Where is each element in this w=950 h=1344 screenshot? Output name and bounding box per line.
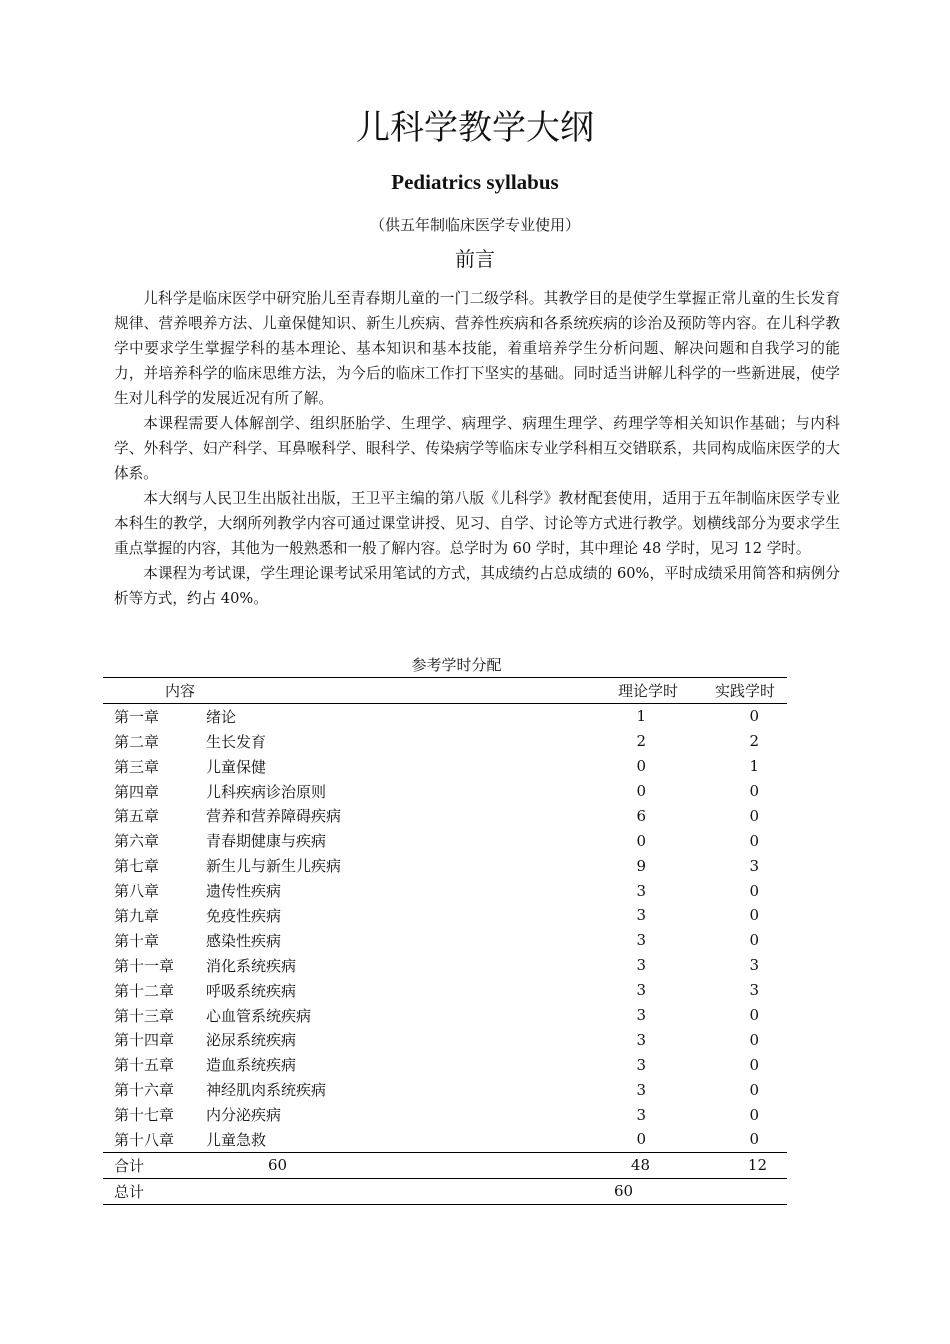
title-cell: 神经肌肉系统疾病 [206, 1081, 327, 1100]
grand-total-row [103, 1178, 787, 1204]
preface-heading: 前言 [455, 247, 495, 271]
subtotal-row [103, 1152, 787, 1178]
theory-cell: 1 [636, 707, 646, 726]
practice-cell: 0 [749, 1080, 759, 1099]
chapter-cell: 第一章 [114, 707, 160, 726]
chapter-cell: 第十五章 [114, 1056, 175, 1075]
theory-cell: 0 [636, 757, 646, 776]
title-cell: 儿童急救 [206, 1130, 267, 1149]
title-cell: 新生儿与新生儿疾病 [206, 857, 342, 876]
practice-cell: 3 [749, 981, 759, 1000]
theory-cell: 3 [636, 881, 646, 900]
preface-body [114, 286, 840, 611]
theory-cell: 9 [636, 856, 646, 875]
chapter-cell: 第十八章 [114, 1130, 175, 1149]
chapter-cell: 第九章 [114, 906, 160, 925]
chapter-cell: 第七章 [114, 857, 160, 876]
theory-cell: 0 [636, 831, 646, 850]
grand-total-value: 60 [614, 1182, 634, 1201]
chapter-cell: 第二章 [114, 732, 160, 751]
practice-cell: 1 [749, 757, 759, 776]
hours-table [103, 677, 787, 1205]
table-row [103, 779, 787, 804]
practice-cell: 0 [749, 782, 759, 800]
practice-cell: 0 [749, 1130, 759, 1149]
chapter-cell: 第三章 [114, 757, 160, 776]
chapter-cell: 第十章 [114, 931, 160, 950]
theory-cell: 0 [636, 1130, 646, 1149]
title-cell: 感染性疾病 [206, 931, 282, 950]
chapter-cell: 第十七章 [114, 1106, 175, 1125]
table-row [103, 878, 787, 903]
table-row [103, 903, 787, 928]
theory-cell: 3 [636, 1055, 646, 1074]
header-practice: 实践学时 [714, 681, 775, 700]
practice-cell: 0 [749, 881, 759, 900]
theory-cell: 3 [636, 1105, 646, 1124]
title-cell: 内分泌疾病 [206, 1106, 282, 1125]
table-row [103, 729, 787, 754]
practice-cell: 0 [749, 831, 759, 850]
chapter-cell: 第十二章 [114, 981, 175, 1000]
table-row [103, 953, 787, 978]
table-row [103, 1102, 787, 1127]
title-cell: 心血管系统疾病 [206, 1006, 312, 1025]
practice-cell: 0 [749, 1055, 759, 1074]
chapter-cell: 第四章 [114, 782, 160, 801]
title-cell: 造血系统疾病 [206, 1056, 297, 1075]
document-subtitle: Pediatrics syllabus [391, 170, 559, 194]
chapter-cell: 第十一章 [114, 956, 175, 975]
table-row [103, 928, 787, 953]
subtotal-label: 合计 [114, 1156, 145, 1175]
header-content: 内容 [165, 681, 196, 700]
table-row [103, 1027, 787, 1052]
practice-cell: 0 [749, 707, 759, 726]
header-theory: 理论学时 [617, 681, 678, 700]
chapter-cell: 第六章 [114, 832, 160, 851]
table-row [103, 978, 787, 1003]
chapter-cell: 第十六章 [114, 1081, 175, 1100]
title-cell: 呼吸系统疾病 [206, 981, 297, 1000]
title-cell: 儿童保健 [206, 757, 267, 776]
table-row [103, 828, 787, 853]
document-title: 儿科学教学大纲 [356, 108, 594, 148]
title-cell: 营养和营养障碍疾病 [206, 807, 342, 826]
theory-cell: 3 [636, 1030, 646, 1049]
practice-cell: 2 [749, 732, 759, 751]
grand-total-label: 总计 [114, 1182, 145, 1201]
table-row [103, 703, 787, 728]
table-body [103, 703, 787, 1152]
table-row [103, 1052, 787, 1077]
table-row [103, 1003, 787, 1028]
table-row [103, 853, 787, 878]
practice-cell: 0 [749, 806, 759, 825]
title-cell: 消化系统疾病 [206, 956, 297, 975]
title-cell: 绪论 [206, 707, 237, 726]
practice-cell: 0 [749, 1006, 759, 1025]
theory-cell: 0 [636, 782, 646, 800]
practice-cell: 0 [749, 906, 759, 925]
practice-cell: 3 [749, 956, 759, 975]
paragraph: 本大纲与人民卫生出版社出版，王卫平主编的第八版《儿科学》教材配套使用，适用于五年制临床医学专业本科生的教学，大纲所列教学内容可通过课堂讲授、见习、自学、讨论等方式进行教学。划横线部分为要求学生重点掌握的内容，其他为一般熟悉和一般了解内容。总学时为 60 学时，其中理论 48 学时，见习 12 学时。 [114, 490, 840, 557]
practice-cell: 0 [749, 1105, 759, 1124]
table-row [103, 1077, 787, 1102]
paragraph: 本课程为考试课，学生理论课考试采用笔试的方式，其成绩约占总成绩的 60%，平时成绩采用简答和病例分析等方式，约占 40%。 [114, 565, 840, 607]
chapter-cell: 第十三章 [114, 1006, 175, 1025]
title-cell: 免疫性疾病 [206, 906, 282, 925]
chapter-cell: 第五章 [114, 807, 160, 826]
practice-cell: 0 [749, 1030, 759, 1049]
subtotal-theory: 48 [630, 1156, 650, 1175]
usage-note: （供五年制临床医学专业使用） [369, 216, 580, 234]
paragraph: 本课程需要人体解剖学、组织胚胎学、生理学、病理学、病理生理学、药理学等相关知识作基础；与内科学、外科学、妇产科学、耳鼻喉科学、眼科学、传染病学等临床专业学科相互交错联系，共同构成临床医学的大体系。 [114, 415, 840, 482]
table-row [103, 803, 787, 828]
title-cell: 遗传性疾病 [206, 882, 282, 901]
practice-cell: 3 [749, 856, 759, 875]
theory-cell: 3 [636, 931, 646, 950]
title-cell: 生长发育 [206, 732, 267, 751]
theory-cell: 6 [636, 806, 646, 825]
theory-cell: 3 [636, 1080, 646, 1099]
theory-cell: 3 [636, 956, 646, 975]
theory-cell: 3 [636, 981, 646, 1000]
title-cell: 儿科疾病诊治原则 [206, 782, 327, 801]
table-row [103, 754, 787, 779]
table-row [103, 1127, 787, 1152]
chapter-cell: 第十四章 [114, 1031, 175, 1050]
title-cell: 泌尿系统疾病 [206, 1031, 297, 1050]
chapter-cell: 第八章 [114, 882, 160, 901]
practice-cell: 0 [749, 931, 759, 950]
subtotal-practice: 12 [747, 1156, 767, 1175]
theory-cell: 3 [636, 1006, 646, 1025]
paragraph: 儿科学是临床医学中研究胎儿至青春期儿童的一门二级学科。其教学目的是使学生掌握正常儿童的生长发育规律、营养喂养方法、儿童保健知识、新生儿疾病、营养性疾病和各系统疾病的诊治及预防等内容。在儿科学教学中要求学生掌握学科的基本理论、基本知识和基本技能，着重培养学生分析问题、解决问题和自我学习的能力，并培养科学的临床思维方法，为今后的临床工作打下坚实的基础。同时适当讲解儿科学的一些新进展，使学生对儿科学的发展近况有所了解。 [114, 290, 840, 407]
subtotal-value: 60 [268, 1156, 288, 1175]
title-cell: 青春期健康与疾病 [206, 832, 327, 851]
theory-cell: 2 [636, 732, 646, 751]
theory-cell: 3 [636, 906, 646, 925]
table-caption: 参考学时分配 [411, 656, 502, 674]
table-header-row [103, 678, 787, 704]
